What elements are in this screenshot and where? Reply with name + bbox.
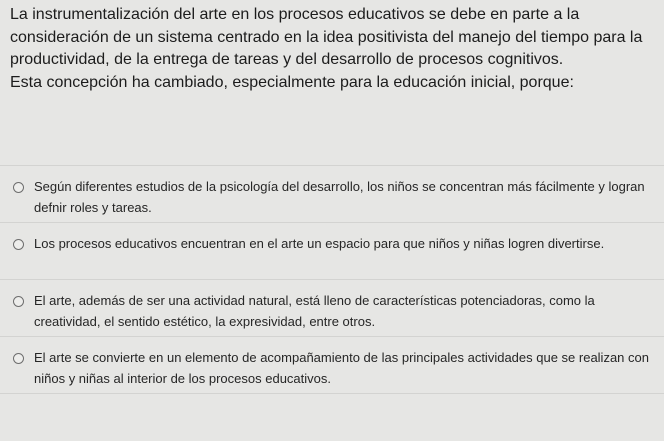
radio-button[interactable] (13, 296, 24, 307)
radio-button[interactable] (13, 239, 24, 250)
question-block (10, 4, 660, 94)
answer-option[interactable] (0, 280, 664, 337)
answer-option[interactable] (0, 337, 664, 394)
answer-option[interactable] (0, 166, 664, 223)
answer-options (0, 165, 664, 394)
question-prompt: Esta concepción ha cambiado, especialmente para la educación inicial, porque: (10, 73, 574, 91)
answer-option-label: Según diferentes estudios de la psicología del desarrollo, los niños se concentran más fácilmente y logran defnir roles y tareas. (34, 179, 645, 215)
question-intro: La instrumentalización del arte en los procesos educativos se debe en parte a la consideración de un sistema centrado en la idea positivista del manejo del tiempo para la productividad, de la entrega de tareas y del desarrollo de procesos cognitivos. (10, 6, 643, 68)
answer-option-label: El arte se convierte en un elemento de acompañamiento de las principales actividades que se realizan con niños y niñas al interior de los procesos educativos. (34, 350, 649, 386)
answer-option-label: Los procesos educativos encuentran en el arte un espacio para que niños y niñas logren divertirse. (34, 236, 605, 251)
radio-button[interactable] (13, 353, 24, 364)
answer-option[interactable] (0, 223, 664, 280)
answer-option-label: El arte, además de ser una actividad natural, está lleno de características potenciadoras, como la creatividad, el sentido estético, la expresividad, entre otros. (34, 293, 595, 329)
radio-button[interactable] (13, 182, 24, 193)
